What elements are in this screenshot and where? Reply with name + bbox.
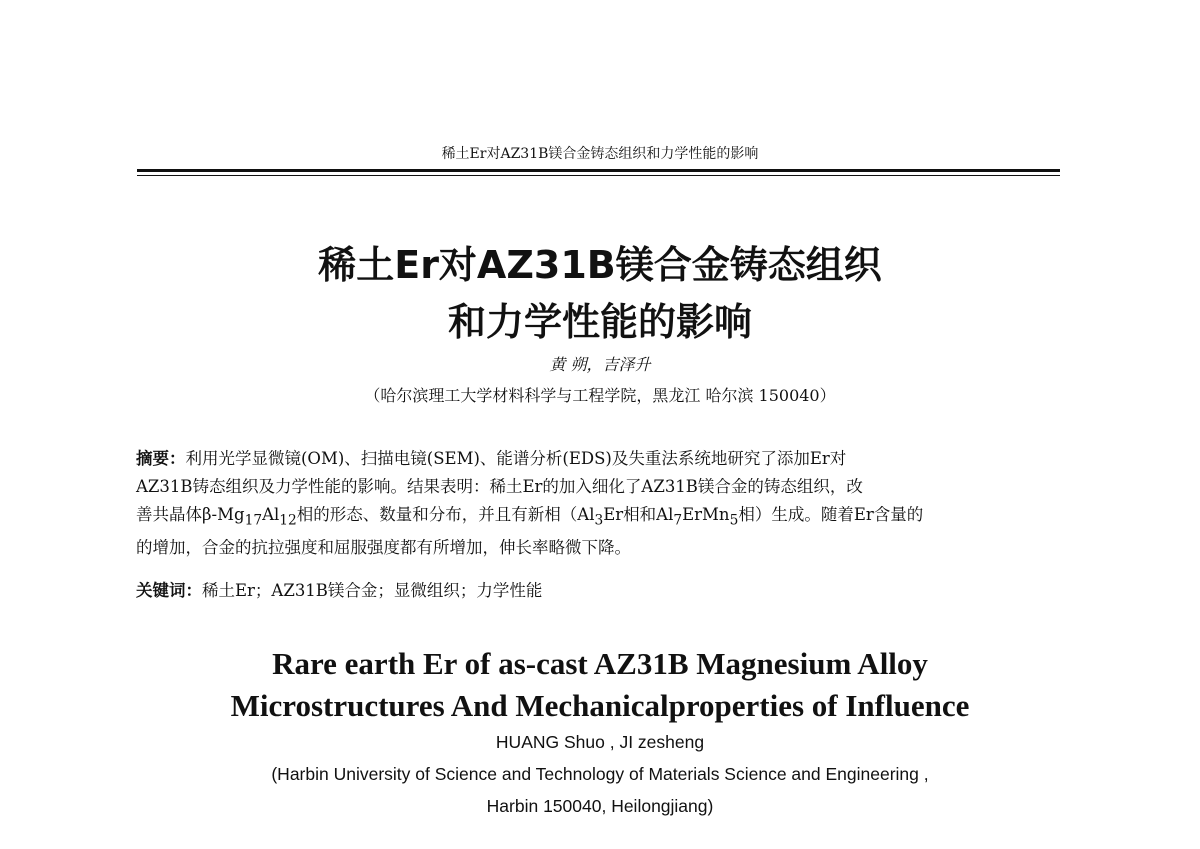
affiliation-en-line2: Harbin 150040, Heilongjiang) [486, 796, 714, 816]
subscript: 3 [594, 512, 604, 529]
subscript: 5 [729, 512, 739, 529]
title-en-line2: Microstructures And Mechanicalproperties of Influence [230, 688, 970, 723]
keywords-text: 稀土Er；AZ31B镁合金；显微组织；力学性能 [202, 581, 543, 600]
subscript: 12 [279, 512, 297, 529]
authors-en: HUANG Shuo , JI zesheng [495, 732, 705, 752]
abstract-line [136, 445, 1062, 473]
abstract-text: 相）生成。随着Er含量的 [738, 505, 924, 524]
abstract-label: 摘要： [136, 449, 186, 468]
running-head: 稀土Er对AZ31B镁合金铸态组织和力学性能的影响 [441, 146, 759, 162]
title-zh-line2: 和力学性能的影响 [447, 300, 752, 344]
keywords-label: 关键词： [136, 581, 202, 600]
abstract-text: Al [262, 505, 280, 524]
abstract-text: Er相和Al [603, 505, 674, 524]
header-rule-thick [137, 169, 1060, 172]
abstract-zh [136, 445, 1062, 562]
abstract-line: 的增加，合金的抗拉强度和屈服强度都有所增加，伸长率略微下降。 [136, 538, 631, 558]
subscript: 7 [673, 512, 683, 529]
header-rule-thin [137, 175, 1060, 176]
keywords-zh [136, 577, 542, 601]
subscript: 17 [244, 512, 263, 529]
abstract-line: AZ31B铸态组织及力学性能的影响。结果表明：稀土Er的加入细化了AZ31B镁合金的铸态组织，改 [136, 477, 863, 496]
affiliation-zh: （哈尔滨理工大学材料科学与工程学院，黑龙江 哈尔滨 150040） [364, 386, 836, 405]
abstract-line [136, 501, 1062, 534]
title-zh-line1: 稀土Er对AZ31B镁合金铸态组织 [318, 243, 882, 287]
abstract-text: 善共晶体β-Mg [136, 505, 245, 524]
abstract-text: 利用光学显微镜(OM)、扫描电镜(SEM)、能谱分析(EDS)及失重法系统地研究了添加Er对 [185, 449, 847, 468]
authors-zh: 黄 朔，吉泽升 [549, 355, 651, 374]
abstract-text: 相的形态、数量和分布，并且有新相（Al [296, 505, 595, 524]
abstract-text: ErMn [682, 505, 730, 524]
affiliation-en-line1: (Harbin University of Science and Technology of Materials Science and Engineering , [271, 764, 929, 784]
title-en-line1: Rare earth Er of as-cast AZ31B Magnesium Alloy [272, 646, 928, 681]
